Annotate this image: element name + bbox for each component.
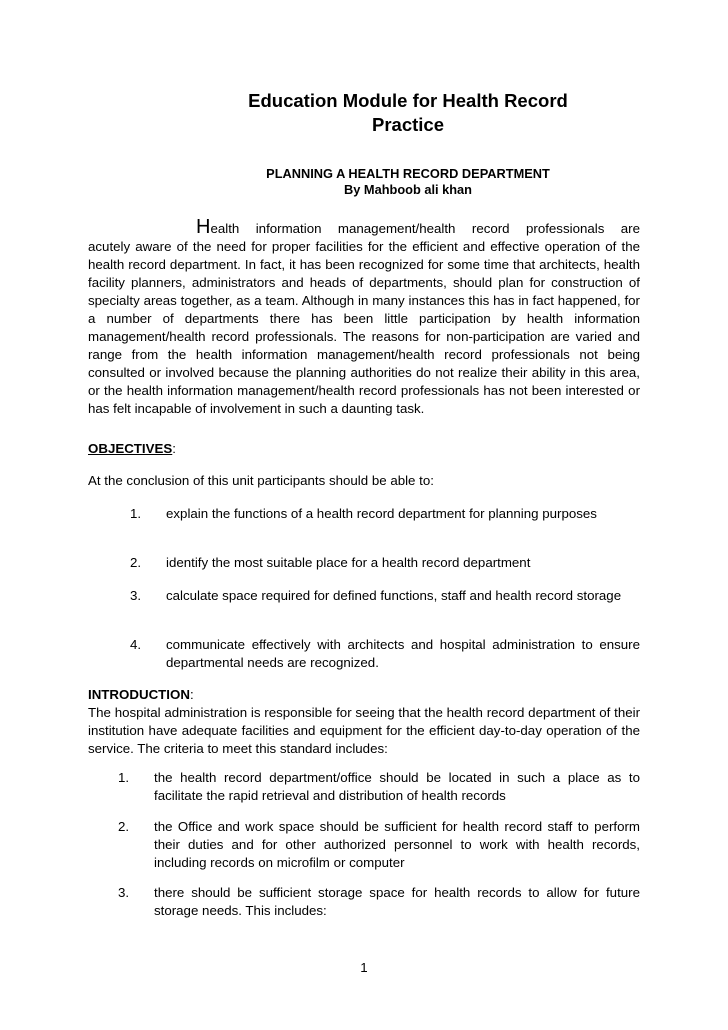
- criteria-number: 3.: [118, 885, 130, 900]
- title-line-2: Practice: [372, 114, 444, 135]
- intro-first-line: [88, 218, 640, 238]
- criteria-number: 2.: [118, 819, 130, 834]
- objective-text: calculate space required for defined functions, staff and health record storage: [166, 588, 622, 603]
- criteria-text: the health record department/office should be located in such a place as to facilitate the rapid retrieval and distribution of health records: [154, 770, 640, 803]
- objective-number: 4.: [130, 637, 142, 652]
- introduction-heading-colon: :: [189, 687, 194, 702]
- author-line: By Mahboob ali khan: [344, 182, 472, 197]
- objective-text: communicate effectively with architects and hospital administration to ensure departmental needs are recognized.: [166, 637, 640, 670]
- objectives-heading-colon: :: [172, 441, 176, 456]
- intro-body-text: acutely aware of the need for proper facilities for the efficient and effective operation of the health record department. In fact, it has been recognized for some time that architects, health facility planners, administrators and heads of departments, should plan for construction of specialty areas together, as a team. Although in many instances this has in fact happened, for a number of departments there has been little participation by health information management/health record professionals. The reasons for non-participation are varied and range from the health information management/health record professionals not being consulted or involved because the planning authorities do not realize their ability in this area, or the health information management/health record professionals has not been interested or has felt incapable of involvement in such a daunting task.: [88, 239, 640, 416]
- introduction-paragraph: The hospital administration is responsible for seeing that the health record department of their institution have adequate facilities and equipment for the efficient day-to-day operation of the service. The criteria to meet this standard includes:: [88, 705, 640, 756]
- introduction-heading: [88, 686, 194, 704]
- title-line-1: Education Module for Health Record: [248, 90, 568, 111]
- criteria-text: the Office and work space should be sufficient for health record staff to perform their duties and for other authorized personnel to work with health records, including records on microfilm or computer: [154, 819, 640, 870]
- objectives-intro: At the conclusion of this unit participants should be able to:: [88, 473, 434, 488]
- document-subtitle: [88, 166, 728, 198]
- objective-number: 1.: [130, 506, 142, 521]
- objectives-heading: [88, 440, 176, 458]
- intro-paragraph: [88, 218, 640, 418]
- criteria-number: 1.: [118, 770, 130, 785]
- objectives-heading-text: OBJECTIVES: [88, 441, 173, 456]
- intro-first-line-text: ealth information management/health record professionals are: [210, 221, 640, 236]
- objective-number: 3.: [130, 588, 142, 603]
- document-title: [88, 89, 728, 137]
- introduction-heading-text: INTRODUCTION: [88, 687, 190, 702]
- page-number: 1: [360, 960, 368, 975]
- criteria-text: there should be sufficient storage space for health records to allow for future storage needs. This includes:: [154, 885, 640, 918]
- drop-cap: H: [196, 216, 211, 238]
- objective-text: identify the most suitable place for a health record department: [166, 555, 531, 570]
- objective-number: 2.: [130, 555, 142, 570]
- objective-text: explain the functions of a health record department for planning purposes: [166, 506, 597, 521]
- subtitle-heading: PLANNING A HEALTH RECORD DEPARTMENT: [266, 166, 550, 181]
